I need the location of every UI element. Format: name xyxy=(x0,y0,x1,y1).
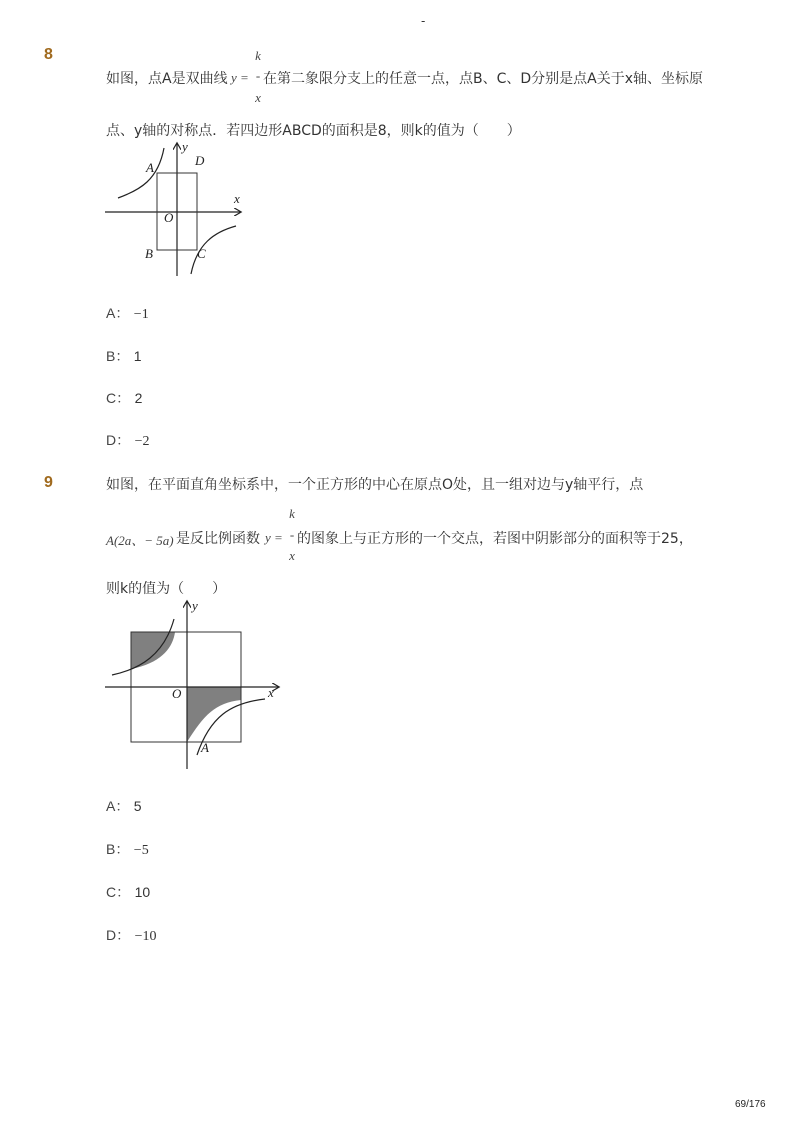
question-text-line1: 如图，在平面直角坐标系中，一个正方形的中心在原点O处，且一组对边与y轴平行，点 xyxy=(106,477,644,493)
label-A: A xyxy=(146,160,154,175)
label-A: A xyxy=(201,740,209,755)
fraction-denominator: x xyxy=(289,548,295,563)
question-number: 9 xyxy=(44,474,53,491)
label-y: y xyxy=(192,598,198,613)
option-b[interactable] xyxy=(106,346,142,366)
label-B: B xyxy=(145,246,153,261)
option-value: −5 xyxy=(133,843,149,858)
label-x: x xyxy=(268,685,274,700)
option-c[interactable] xyxy=(106,388,142,408)
option-value: −10 xyxy=(134,929,157,944)
question-text-line3: 则k的值为（ ） xyxy=(106,581,227,597)
label-y: y xyxy=(182,140,188,154)
option-b[interactable] xyxy=(106,839,149,859)
option-label: B： xyxy=(106,348,130,364)
label-D: D xyxy=(195,153,205,168)
option-label: B： xyxy=(106,841,130,857)
label-C: C xyxy=(197,246,206,261)
question-text-line1-post: 在第二象限分支上的任意一点，点B、C、D分别是点A关于x轴、坐标原 xyxy=(263,71,704,87)
fraction-denominator: x xyxy=(255,90,261,105)
option-label: A： xyxy=(106,305,130,321)
option-value: 1 xyxy=(133,348,142,364)
option-d[interactable] xyxy=(106,430,149,450)
option-value: 5 xyxy=(133,798,142,814)
label-x: x xyxy=(234,191,240,206)
option-label: D： xyxy=(106,432,131,448)
formula-lhs: y = xyxy=(231,70,249,85)
shaded-region-lower-right xyxy=(187,687,241,742)
question-text-line2: 点、y轴的对称点．若四边形ABCD的面积是8，则k的值为（ ） xyxy=(106,123,521,139)
fraction-bar: - xyxy=(255,68,261,83)
label-O: O xyxy=(172,686,182,701)
point-expression: A(2a、− 5a) xyxy=(106,533,174,548)
option-value: 2 xyxy=(134,390,143,406)
question-text-line2-post: 的图象上与正方形的一个交点，若图中阴影部分的面积等于25， xyxy=(297,531,693,547)
option-label: A： xyxy=(106,798,130,814)
option-label: C： xyxy=(106,884,131,900)
figure-hyperbola-rectangle xyxy=(100,140,250,280)
option-label: C： xyxy=(106,390,131,406)
option-value: −2 xyxy=(134,434,150,449)
formula-lhs: y = xyxy=(265,530,283,545)
question-number: 8 xyxy=(44,46,53,63)
option-value: −1 xyxy=(133,307,149,322)
figure-square-shaded xyxy=(100,597,285,775)
option-a[interactable] xyxy=(106,303,149,323)
fraction-numerator: k xyxy=(255,48,261,63)
option-label: D： xyxy=(106,927,131,943)
header-mark: - xyxy=(421,14,426,28)
option-d[interactable] xyxy=(106,925,156,945)
question-text-line1-pre: 如图，点A是双曲线 xyxy=(106,71,228,87)
fraction-numerator: k xyxy=(289,506,295,521)
fraction-bar: - xyxy=(289,527,295,542)
question-text-line2-mid: 是反比例函数 xyxy=(176,531,260,547)
option-a[interactable] xyxy=(106,796,142,816)
option-value: 10 xyxy=(134,884,151,900)
label-O: O xyxy=(164,210,174,225)
page-number: 69/176 xyxy=(735,1099,766,1110)
option-c[interactable] xyxy=(106,882,150,902)
shaded-region-upper-left xyxy=(131,632,175,669)
